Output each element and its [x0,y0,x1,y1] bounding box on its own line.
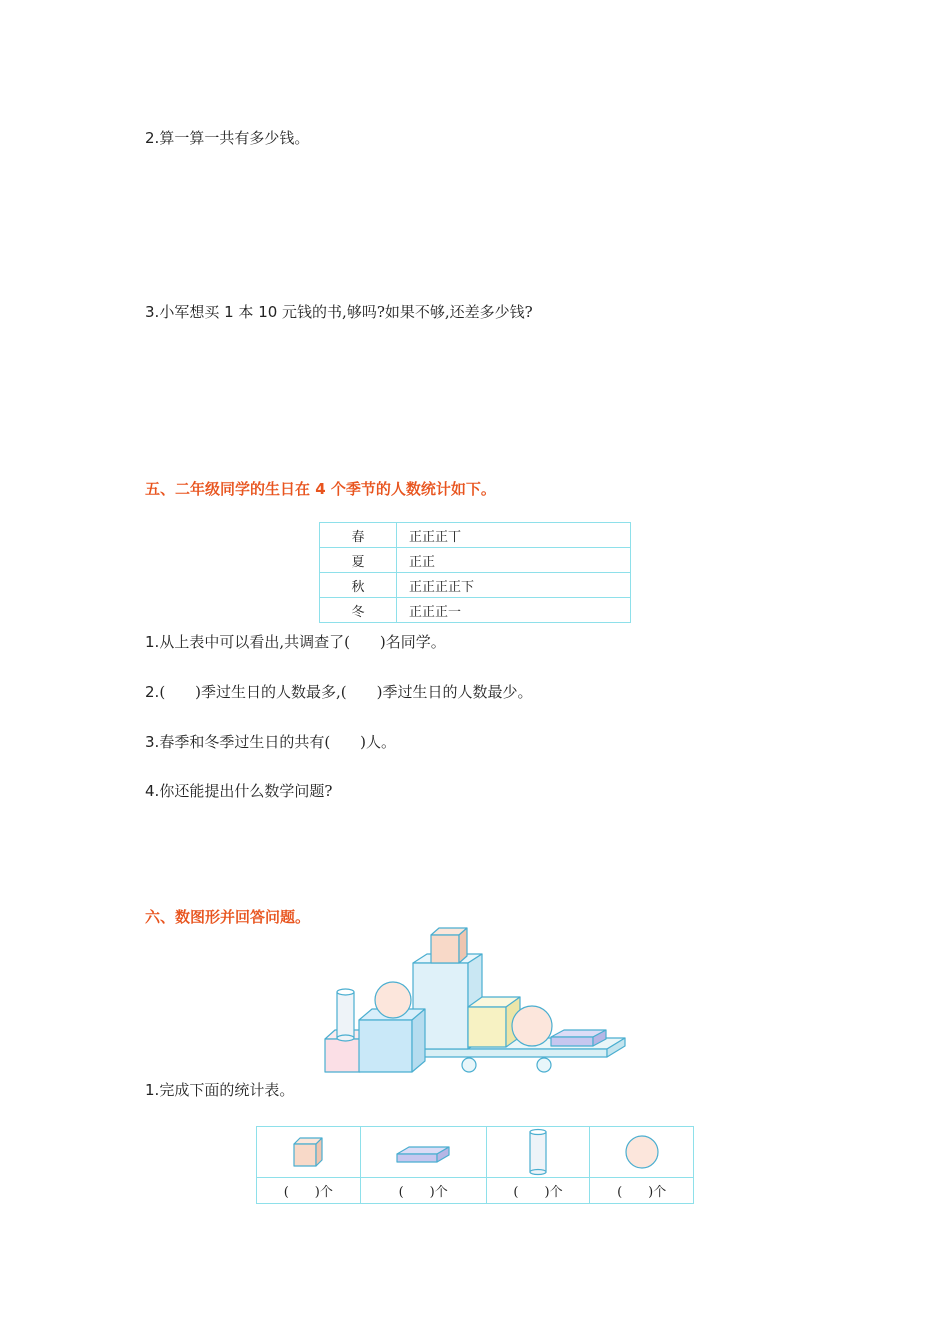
question-number: 2. [145,683,160,701]
blue-cube-front [359,1020,412,1072]
tally-row-autumn [320,573,631,598]
flat-cuboid-front [551,1037,593,1046]
section-5-question-3 [145,731,396,752]
tally-row-summer [320,548,631,573]
season-cell: 夏 [320,548,397,573]
question-text: 你还能提出什么数学问题? [159,782,333,800]
tally-marks-cell: 正正正一 [397,598,631,623]
section-5-question-2 [145,681,533,702]
section-5-question-1 [145,631,446,652]
question-3-text-b: 本 [233,303,259,321]
question-number: 1. [145,633,160,651]
question-text: ( )季过生日的人数最多,( )季过生日的人数最少。 [159,683,533,701]
question-3-price: 10 [258,303,278,321]
question-3-number: 3. [145,303,160,321]
cylinder-icon [523,1128,553,1176]
question-3 [145,301,533,322]
shape-cell [590,1127,694,1178]
question-2-number: 2. [145,129,160,147]
plank-front [411,1049,607,1057]
top-cube-front [431,935,459,963]
question-3-count: 1 [224,303,234,321]
pink-cube-front [325,1039,360,1072]
section-6-question-1 [145,1079,294,1100]
tally-marks-cell: 正正 [397,548,631,573]
question-text: 完成下面的统计表。 [159,1081,295,1099]
question-text: 春季和冬季过生日的共有( )人。 [159,733,397,751]
section-5-heading: 五、二年级同学的生日在 4 个季节的人数统计如下。 [145,480,496,498]
season-cell: 秋 [320,573,397,598]
section-6-heading: 六、数图形并回答问题。 [145,908,311,926]
tally-marks-cell: 正正正正下 [397,573,631,598]
question-3-text-c: 元钱的书,够吗?如果不够,还差多少钱? [277,303,533,321]
question-number: 4. [145,782,160,800]
blue-cube-side [412,1009,425,1072]
shape-count-table [256,1126,694,1204]
right-sphere [512,1006,552,1046]
question-number: 3. [145,733,160,751]
count-cell: ( )个 [486,1178,590,1204]
tally-row-spring [320,523,631,548]
cylinder-top [337,989,354,995]
question-number: 1. [145,1081,160,1099]
question-2-text: 算一算一共有多少钱。 [159,129,310,147]
section-5-question-4 [145,780,332,801]
season-cell: 冬 [320,598,397,623]
wheel-right [537,1058,551,1072]
question-text: 从上表中可以看出,共调查了( )名同学。 [159,633,446,651]
shape-cell [257,1127,361,1178]
tally-marks-cell: 正正正丅 [397,523,631,548]
yellow-cube-front [468,1007,506,1047]
top-cube-side [459,928,467,963]
shape-cell [360,1127,486,1178]
cylinder-body [337,992,354,1038]
count-cell: ( )个 [590,1178,694,1204]
cuboid-icon [393,1137,453,1167]
shape-cell [486,1127,590,1178]
cube-icon [288,1132,328,1172]
question-3-text-a: 小军想买 [159,303,225,321]
shape-icon-row [257,1127,694,1178]
wheel-left [462,1058,476,1072]
birthday-tally-table [319,522,631,623]
left-sphere [375,982,411,1018]
cylinder-bottom [337,1035,354,1041]
sphere-icon [622,1132,662,1172]
shape-count-row [257,1178,694,1204]
question-2 [145,127,309,148]
tally-row-winter [320,598,631,623]
shapes-figure [318,920,630,1075]
count-cell: ( )个 [360,1178,486,1204]
season-cell: 春 [320,523,397,548]
count-cell: ( )个 [257,1178,361,1204]
